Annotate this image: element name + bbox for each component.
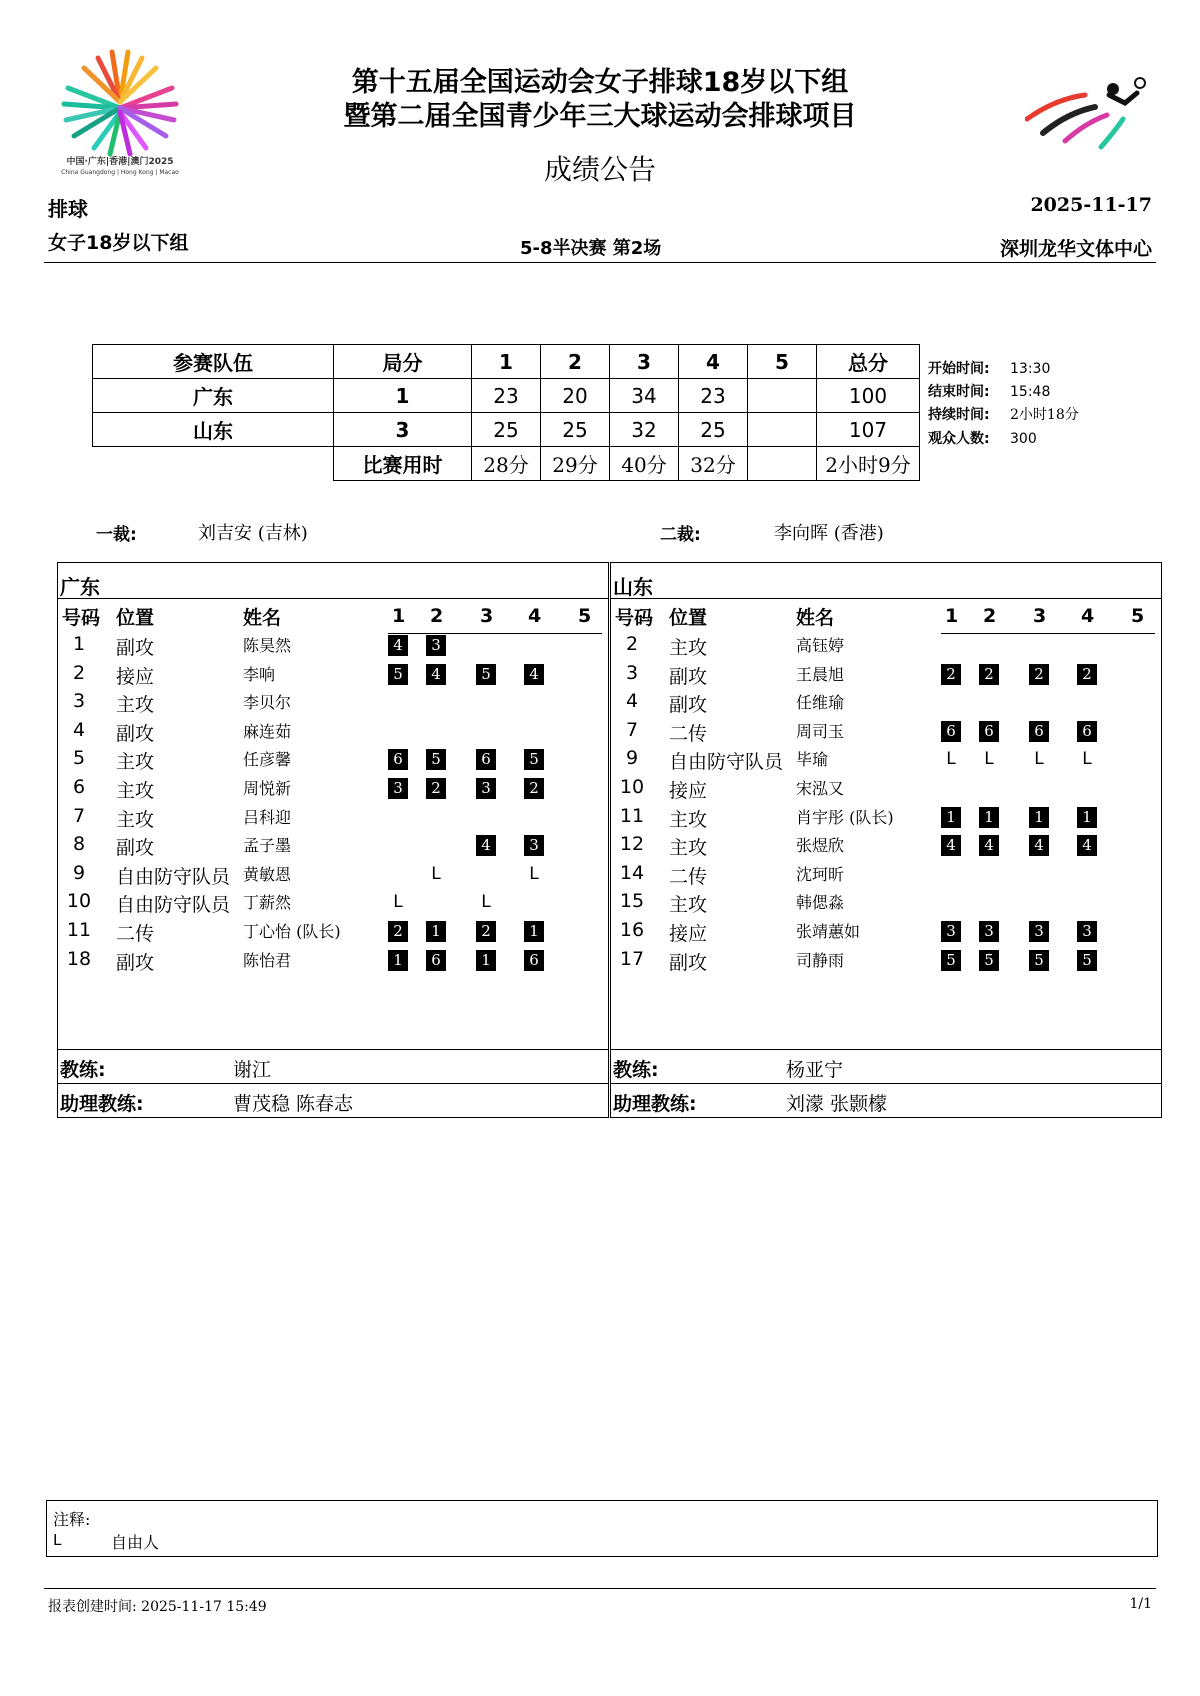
player-number: 8 — [72, 833, 86, 856]
player-name: 吕科迎 — [243, 807, 292, 827]
sport-label: 排球 — [48, 197, 88, 221]
player-number: 11 — [619, 804, 645, 827]
player-name: 毕瑜 — [796, 750, 829, 770]
player-name: 张煜欣 — [796, 836, 845, 856]
player-position: 副攻 — [116, 637, 155, 659]
player-position: 副攻 — [116, 837, 155, 860]
header-divider — [44, 262, 1156, 263]
player-position: 接应 — [669, 780, 708, 802]
starting-rotation: 4 — [979, 835, 999, 856]
starting-rotation: 2 — [1077, 664, 1097, 685]
player-name: 李响 — [243, 664, 276, 684]
set-score: 23 — [472, 379, 541, 413]
sets-won: 3 — [334, 413, 472, 447]
player-position: 主攻 — [669, 837, 708, 860]
assistant-coach-label: 助理教练: — [613, 1093, 697, 1115]
col-set-header: 4 — [1081, 605, 1095, 627]
player-position: 副攻 — [669, 665, 708, 688]
player-name: 丁心怡 (队长) — [243, 922, 341, 941]
player-row — [58, 862, 608, 890]
player-position: 副攻 — [116, 951, 155, 974]
col-set-2: 2 — [541, 345, 610, 379]
player-position: 主攻 — [116, 751, 155, 774]
col-set-header: 2 — [430, 605, 444, 627]
player-position: 副攻 — [669, 694, 708, 717]
player-row — [58, 662, 608, 690]
starting-rotation: 3 — [979, 921, 999, 942]
set-score: 25 — [679, 413, 748, 447]
player-position: 自由防守队员 — [116, 865, 231, 888]
set-duration: 29分 — [541, 447, 610, 481]
player-row — [611, 805, 1161, 833]
player-number: 7 — [625, 718, 639, 741]
col-set-5: 5 — [748, 345, 817, 379]
player-number: 12 — [619, 833, 645, 856]
col-set-header: 3 — [1033, 605, 1047, 627]
score-row — [93, 379, 920, 413]
player-name: 陈昊然 — [243, 636, 292, 655]
player-row — [58, 948, 608, 976]
set-score: 23 — [679, 379, 748, 413]
team-name-divider — [611, 598, 1161, 599]
team-name-divider — [58, 598, 608, 599]
player-position: 副攻 — [669, 951, 708, 974]
duration-label: 比赛用时 — [334, 447, 472, 481]
col-name-header: 姓名 — [243, 607, 282, 629]
assistant-coach-label: 助理教练: — [60, 1093, 144, 1115]
col-set-header: 3 — [480, 605, 494, 627]
starting-rotation: 1 — [1077, 807, 1097, 828]
libero-marker: L — [1034, 749, 1044, 770]
player-number: 4 — [625, 690, 639, 713]
starting-rotation: 2 — [941, 664, 961, 685]
starting-rotation: 3 — [941, 921, 961, 942]
player-row — [611, 776, 1161, 804]
starting-rotation: 5 — [476, 664, 496, 685]
starting-rotation: 4 — [524, 664, 544, 685]
starting-rotation: 3 — [476, 778, 496, 799]
first-referee: 刘吉安 (吉林) — [198, 523, 308, 544]
starting-rotation: 4 — [1077, 835, 1097, 856]
player-row — [611, 633, 1161, 661]
col-set-header: 1 — [945, 605, 959, 627]
col-set-header: 1 — [392, 605, 406, 627]
player-row — [611, 833, 1161, 861]
coach-name: 谢江 — [233, 1059, 272, 1081]
team-name: 广东 — [93, 379, 334, 413]
player-name: 李贝尔 — [243, 693, 292, 713]
second-referee-label: 二裁: — [660, 525, 701, 545]
total-points: 100 — [817, 379, 920, 413]
player-number: 14 — [619, 861, 645, 884]
player-number: 16 — [619, 919, 645, 941]
end-value: 15:48 — [1010, 384, 1051, 400]
player-number: 4 — [72, 718, 86, 741]
player-name: 周悦新 — [243, 779, 292, 798]
page-number: 1/1 — [1129, 1596, 1152, 1612]
set-score: 20 — [541, 379, 610, 413]
starting-rotation: 2 — [426, 778, 446, 799]
starting-rotation: 3 — [524, 835, 544, 856]
player-row — [58, 633, 608, 661]
player-name: 黄敏恩 — [243, 864, 292, 884]
set-score — [748, 413, 817, 447]
duration — [928, 404, 1079, 424]
player-name: 王晨旭 — [796, 664, 845, 684]
starting-rotation: 6 — [524, 950, 544, 971]
col-num-header: 号码 — [615, 607, 654, 629]
col-pos-header: 位置 — [669, 607, 708, 629]
col-set-header: 2 — [983, 605, 997, 627]
col-set-4: 4 — [679, 345, 748, 379]
starting-rotation: 5 — [426, 749, 446, 770]
player-name: 任彦馨 — [243, 750, 292, 770]
starting-rotation: 4 — [388, 635, 408, 656]
team-name: 广东 — [60, 575, 100, 599]
col-name-header: 姓名 — [796, 607, 835, 629]
starting-rotation: 1 — [941, 807, 961, 828]
starting-rotation: 2 — [524, 778, 544, 799]
starting-rotation: 4 — [1029, 835, 1049, 856]
group-label: 女子18岁以下组 — [48, 232, 189, 254]
starting-rotation: 2 — [388, 921, 408, 942]
player-number: 10 — [619, 776, 645, 798]
spectators-label: 观众人数: — [928, 431, 990, 447]
libero-marker: L — [393, 892, 403, 913]
player-row — [58, 719, 608, 747]
col-pos-header: 位置 — [116, 607, 155, 629]
title-line-2: 暨第二届全国青少年三大球运动会排球项目 — [343, 101, 857, 132]
libero-marker: L — [946, 749, 956, 770]
starting-rotation: 1 — [476, 950, 496, 971]
duration-label: 持续时间: — [928, 407, 990, 423]
coach-name: 杨亚宁 — [786, 1059, 844, 1081]
first-referee-label: 一裁: — [96, 525, 137, 545]
player-name: 麻连茹 — [243, 721, 292, 741]
player-row — [611, 747, 1161, 775]
player-position: 主攻 — [669, 808, 708, 831]
player-row — [611, 890, 1161, 918]
team-name: 山东 — [93, 413, 334, 447]
player-name: 高钰婷 — [796, 636, 845, 655]
player-row — [58, 890, 608, 918]
starting-rotation: 5 — [1029, 950, 1049, 971]
player-row — [611, 662, 1161, 690]
starting-rotation: 1 — [524, 921, 544, 942]
score-header-row — [93, 345, 920, 379]
total-points: 107 — [817, 413, 920, 447]
col-set-header: 4 — [528, 605, 542, 627]
set-duration — [748, 447, 817, 481]
starting-rotation: 1 — [1029, 807, 1049, 828]
player-number: 3 — [72, 690, 86, 713]
player-position: 主攻 — [669, 637, 708, 659]
player-row — [611, 690, 1161, 718]
starting-rotation: 5 — [524, 749, 544, 770]
col-sets-won: 局分 — [334, 345, 472, 379]
libero-marker: L — [984, 749, 994, 770]
coach-label: 教练: — [60, 1059, 106, 1081]
team-name: 山东 — [613, 575, 653, 599]
player-row — [58, 805, 608, 833]
team-roster-shandong — [610, 562, 1162, 1118]
player-name: 肖宇彤 (队长) — [796, 807, 894, 827]
set-duration: 32分 — [679, 447, 748, 481]
spectators-value: 300 — [1010, 431, 1037, 447]
player-row — [611, 948, 1161, 976]
report-date: 2025-11-17 — [1030, 194, 1152, 216]
player-number: 7 — [72, 804, 86, 827]
starting-rotation: 1 — [979, 807, 999, 828]
spectators — [928, 428, 1037, 448]
team-roster-guangdong — [57, 562, 609, 1118]
end-label: 结束时间: — [928, 384, 990, 400]
coach-divider — [611, 1049, 1161, 1050]
assistant-coach-names: 曹茂稳 陈春志 — [233, 1093, 354, 1115]
libero-marker: L — [529, 863, 539, 884]
set-score — [748, 379, 817, 413]
player-position: 接应 — [669, 923, 708, 945]
duration-row — [93, 447, 920, 481]
player-number: 2 — [625, 633, 639, 655]
end-time — [928, 381, 1050, 401]
start-time — [928, 358, 1050, 378]
assistant-divider — [58, 1083, 608, 1084]
set-score: 34 — [610, 379, 679, 413]
coach-divider — [58, 1049, 608, 1050]
total-duration: 2小时9分 — [817, 447, 920, 481]
score-table — [92, 344, 920, 481]
starting-rotation: 5 — [388, 664, 408, 685]
notes-value: 自由人 — [111, 1533, 160, 1552]
player-number: 5 — [72, 747, 86, 770]
col-set-header: 5 — [578, 605, 592, 627]
player-row — [611, 862, 1161, 890]
player-number: 10 — [66, 890, 92, 913]
player-name: 韩偲淼 — [796, 893, 845, 913]
libero-marker: L — [1082, 749, 1092, 770]
start-value: 13:30 — [1010, 361, 1051, 377]
duration-value: 2小时18分 — [1010, 407, 1079, 423]
player-position: 二传 — [669, 865, 708, 888]
set-score: 25 — [472, 413, 541, 447]
set-score: 32 — [610, 413, 679, 447]
starting-rotation: 6 — [476, 749, 496, 770]
player-number: 17 — [619, 947, 645, 970]
footer-divider — [44, 1588, 1156, 1589]
player-position: 自由防守队员 — [669, 751, 784, 774]
player-row — [58, 776, 608, 804]
player-name: 孟子墨 — [243, 836, 292, 856]
player-number: 9 — [72, 861, 86, 884]
assistant-coach-names: 刘濛 张颢檬 — [786, 1093, 888, 1115]
player-number: 1 — [72, 633, 86, 655]
player-position: 副攻 — [116, 722, 155, 745]
player-number: 6 — [72, 776, 86, 798]
created-time: 报表创建时间: 2025-11-17 15:49 — [48, 1599, 267, 1615]
starting-rotation: 1 — [388, 950, 408, 971]
player-name: 陈怡君 — [243, 950, 292, 970]
starting-rotation: 5 — [979, 950, 999, 971]
player-number: 2 — [72, 661, 86, 684]
set-duration: 28分 — [472, 447, 541, 481]
libero-marker: L — [431, 863, 441, 884]
player-name: 丁薪然 — [243, 893, 292, 913]
match-label: 5-8半决赛 第2场 — [520, 238, 662, 259]
player-row — [611, 919, 1161, 947]
title-line-1: 第十五届全国运动会女子排球18岁以下组 — [351, 67, 849, 98]
col-set-1: 1 — [472, 345, 541, 379]
col-set-3: 3 — [610, 345, 679, 379]
set-duration: 40分 — [610, 447, 679, 481]
player-name: 司静雨 — [796, 950, 845, 970]
player-row — [58, 690, 608, 718]
player-number: 18 — [66, 947, 92, 970]
page-subtitle: 成绩公告 — [543, 153, 656, 186]
starting-rotation: 6 — [941, 721, 961, 742]
assistant-divider — [611, 1083, 1161, 1084]
score-row — [93, 413, 920, 447]
player-position: 主攻 — [116, 808, 155, 831]
player-name: 张靖蕙如 — [796, 922, 861, 941]
player-name: 任维瑜 — [796, 693, 845, 713]
starting-rotation: 6 — [1077, 721, 1097, 742]
starting-rotation: 2 — [1029, 664, 1049, 685]
player-row — [58, 833, 608, 861]
player-position: 自由防守队员 — [116, 894, 231, 917]
player-number: 15 — [619, 890, 645, 913]
starting-rotation: 4 — [476, 835, 496, 856]
starting-rotation: 4 — [941, 835, 961, 856]
player-position: 二传 — [669, 722, 708, 745]
starting-rotation: 3 — [1077, 921, 1097, 942]
second-referee: 李向晖 (香港) — [774, 523, 884, 544]
notes-label: 注释: — [53, 1510, 91, 1529]
player-row — [58, 919, 608, 947]
col-team: 参赛队伍 — [93, 345, 334, 379]
starting-rotation: 5 — [1077, 950, 1097, 971]
starting-rotation: 2 — [476, 921, 496, 942]
player-position: 接应 — [116, 665, 155, 688]
set-score: 25 — [541, 413, 610, 447]
start-label: 开始时间: — [928, 361, 990, 377]
starting-rotation: 3 — [1029, 921, 1049, 942]
sets-won: 1 — [334, 379, 472, 413]
starting-rotation: 6 — [979, 721, 999, 742]
col-num-header: 号码 — [62, 607, 101, 629]
player-position: 主攻 — [669, 894, 708, 917]
coach-label: 教练: — [613, 1059, 659, 1081]
player-number: 9 — [625, 747, 639, 770]
player-name: 宋泓又 — [796, 779, 845, 798]
starting-rotation: 3 — [388, 778, 408, 799]
logo-text-cn: 中国·广东|香港|澳门2025 — [66, 157, 174, 167]
venue-label: 深圳龙华文体中心 — [999, 238, 1152, 260]
starting-rotation: 2 — [979, 664, 999, 685]
player-name: 沈珂昕 — [796, 864, 845, 884]
starting-rotation: 6 — [388, 749, 408, 770]
starting-rotation: 3 — [426, 635, 446, 656]
libero-marker: L — [481, 892, 491, 913]
player-name: 周司玉 — [796, 721, 845, 741]
col-set-header: 5 — [1131, 605, 1145, 627]
player-position: 二传 — [116, 923, 155, 945]
player-number: 11 — [66, 919, 92, 941]
player-number: 3 — [625, 661, 639, 684]
col-total: 总分 — [817, 345, 920, 379]
starting-rotation: 5 — [941, 950, 961, 971]
starting-rotation: 6 — [1029, 721, 1049, 742]
notes-box — [46, 1500, 1158, 1557]
starting-rotation: 1 — [426, 921, 446, 942]
logo-text-en: China Guangdong | Hong Kong | Macao — [61, 169, 179, 176]
player-row — [58, 747, 608, 775]
player-position: 主攻 — [116, 694, 155, 717]
player-position: 主攻 — [116, 780, 155, 802]
notes-key: L — [53, 1531, 62, 1549]
starting-rotation: 4 — [426, 664, 446, 685]
starting-rotation: 6 — [426, 950, 446, 971]
player-row — [611, 719, 1161, 747]
